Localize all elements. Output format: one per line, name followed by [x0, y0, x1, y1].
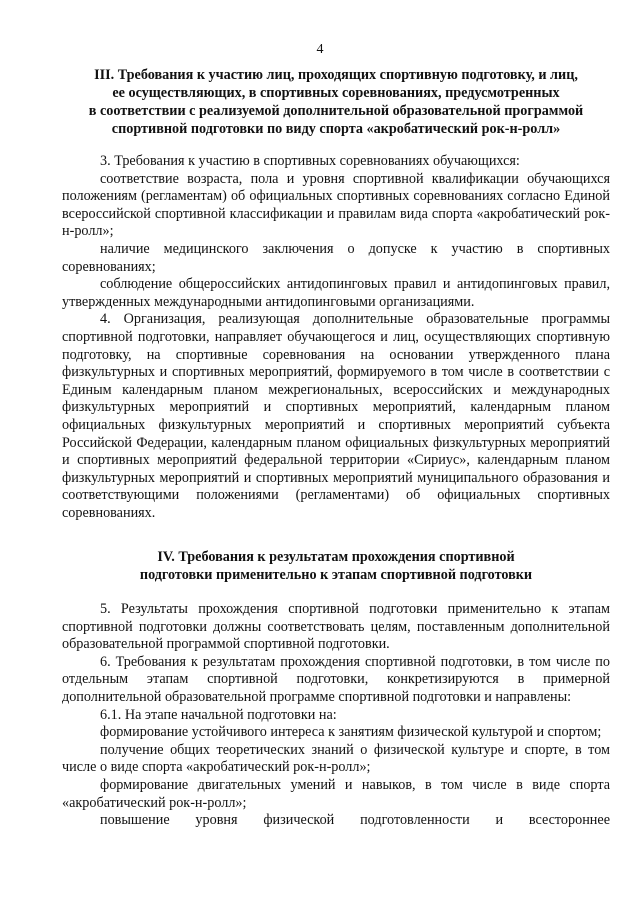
- paragraph-medical-certificate: наличие медицинского заключения о допуске к участию в спортивных соревнованиях;: [62, 240, 610, 275]
- section-3-heading-line: III. Требования к участию лиц, проходящих спортивную подготовку, и лиц,: [94, 67, 578, 83]
- paragraph-theoretical-knowledge: получение общих теоретических знаний о физической культуре и спорте, в том числе о виде спорта «акробатический рок-н-ролл»;: [62, 741, 610, 776]
- section-3-heading-line: спортивной подготовки по виду спорта «акробатический рок-н-ролл»: [111, 121, 561, 137]
- section-4-heading-line: IV. Требования к результатам прохождения спортивной: [157, 549, 515, 565]
- section-3-heading: [62, 66, 610, 138]
- section-4-body: [62, 601, 610, 830]
- paragraph-physical-fitness: повышение уровня физической подготовленности и всестороннее: [100, 812, 610, 829]
- paragraph-6: 6. Требования к результатам прохождения спортивной подготовки, в том числе по отдельным этапам спортивной подготовки, конкретизируются в примерной дополнительной образовательной программе спортивной подготовки и направлены:: [62, 653, 610, 705]
- paragraph-3: 3. Требования к участию в спортивных соревнованиях обучающихся:: [100, 153, 520, 169]
- page-number: 4: [316, 42, 324, 57]
- section-3-body: [62, 153, 610, 522]
- paragraph-4: 4. Организация, реализующая дополнительные образовательные программы спортивной подготовки, направляет обучающегося и лиц, осуществляющих спортивную подготовку, на спортивные соревнования на основании утвержденного плана физкультурных и спортивных мероприятий, формируемого в том числе в соответствии с Единым календарным планом межрегиональных, всероссийских и международных физкультурных мероприятий и спортивных мероприятий, календарным планом официальных физкультурных мероприятий и спортивных мероприятий субъекта Российской Федерации, календарным планом официальных физкультурных мероприятий и спортивных мероприятий федеральной территории «Сириус», календарным планом физкультурных мероприятий и спортивных мероприятий муниципального образования и соответствующими положениями (регламентами) об официальных спортивных соревнованиях.: [62, 311, 610, 521]
- paragraph-sustainable-interest: формирование устойчивого интереса к занятиям физической культурой и спортом;: [100, 724, 602, 741]
- paragraph-6-1: 6.1. На этапе начальной подготовки на:: [100, 706, 337, 723]
- paragraph-motor-skills: формирование двигательных умений и навыков, в том числе в виде спорта «акробатический рок-н-ролл»;: [62, 776, 610, 811]
- paragraph-antidoping: соблюдение общероссийских антидопинговых правил и антидопинговых правил, утвержденных международными антидопинговыми организациями.: [62, 276, 610, 310]
- section-3-heading-line: ее осуществляющих, в спортивных соревнованиях, предусмотренных: [112, 85, 560, 101]
- paragraph-age-sex-qualification: соответствие возраста, пола и уровня спортивной квалификации обучающихся положениям (регламентам) об официальных спортивных соревнованиях согласно Единой всероссийской спортивной классификации и правилам вида спорта «акробатический рок-н-ролл»;: [62, 170, 610, 240]
- section-3-heading-line: в соответствии с реализуемой дополнительной образовательной программой: [88, 103, 584, 119]
- section-4-heading: [62, 548, 610, 584]
- paragraph-5: 5. Результаты прохождения спортивной подготовки применительно к этапам спортивной подготовки должны соответствовать целям, поставленным дополнительной образовательной программой спортивной подготовки.: [62, 601, 610, 653]
- section-4-heading-line: подготовки применительно к этапам спортивной подготовки: [139, 567, 533, 583]
